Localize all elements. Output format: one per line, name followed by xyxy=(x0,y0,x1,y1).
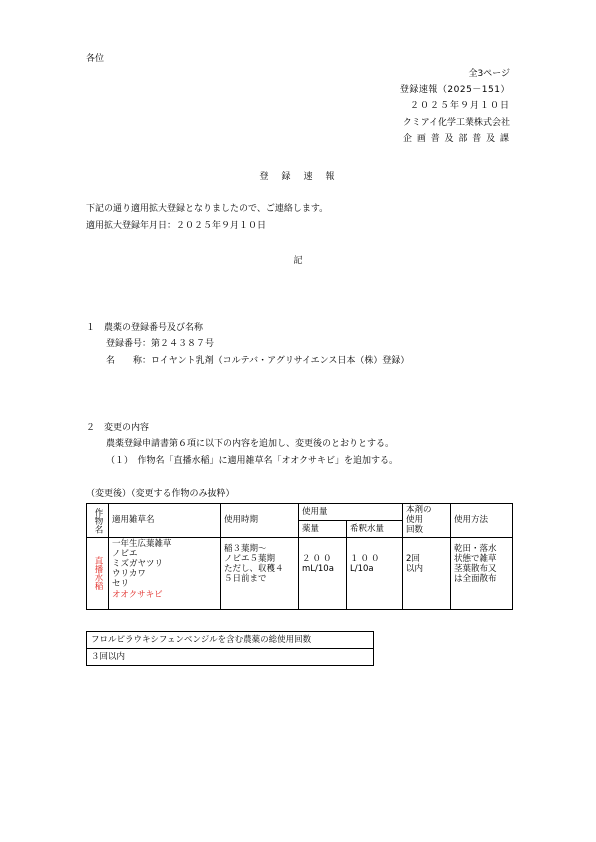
header-dose: 薬量 xyxy=(299,520,347,537)
count-cell: 2回 以内 xyxy=(403,537,451,609)
timing-cell: 稲３葉期～ ノビエ５葉期 ただし、収穫４ ５日前まで xyxy=(221,537,299,609)
registration-number: 登録番号：第２４３８７号 xyxy=(106,339,215,349)
page-count: 全3ページ xyxy=(468,69,510,79)
department-name: 企 画 普 及 部 普 及 課 xyxy=(402,134,510,144)
issue-date: ２０２５年９月１０日 xyxy=(409,101,510,111)
dose-cell: ２００ mL/10a xyxy=(299,537,347,609)
header-usage: 使用量 xyxy=(299,504,403,521)
section-2-line-1: 農薬登録申請書第６項に以下の内容を追加し、変更後のとおりとする。 xyxy=(106,439,395,449)
weed-item: ウリカワ xyxy=(112,569,146,580)
addressee: 各位 xyxy=(86,54,105,64)
registration-date-line: 適用拡大登録年月日：２０２５年９月１０日 xyxy=(86,221,267,231)
header-count: 本剤の 使用 回数 xyxy=(403,504,451,538)
weed-cell xyxy=(109,537,221,609)
intro-line-1: 下記の通り適用拡大登録となりましたので、ご連絡します。 xyxy=(86,204,329,214)
section-1-heading: １ 農薬の登録番号及び名称 xyxy=(86,323,204,333)
weed-item: セリ xyxy=(112,579,130,590)
weed-item: ノビエ xyxy=(112,548,138,559)
total-usage-table xyxy=(86,631,374,666)
section-2-heading: ２ 変更の内容 xyxy=(86,423,150,433)
bulletin-number: 登録速報（2025－151） xyxy=(399,85,510,95)
company-name: クミアイ化学工業株式会社 xyxy=(402,118,510,128)
application-table xyxy=(86,503,513,610)
water-cell: １００ L/10a xyxy=(347,537,403,609)
header-weed: 適用雑草名 xyxy=(109,504,221,538)
weed-item: ミズガヤツリ xyxy=(112,558,164,569)
product-name: 名 称：ロイヤント乳剤（コルテバ・アグリサイエンス日本（株）登録） xyxy=(106,356,410,366)
total-usage-header: フロルピラウキシフェンベンジルを含む農薬の総使用回数 xyxy=(87,632,374,649)
header-water: 希釈水量 xyxy=(347,520,403,537)
ki-mark: 記 xyxy=(293,256,303,266)
crop-cell: 直播水稲 xyxy=(87,537,109,609)
header-method: 使用方法 xyxy=(451,504,513,538)
table-caption: （変更後）（変更する作物のみ抜粋） xyxy=(86,489,235,499)
method-cell: 乾田・落水 状態で雑草 茎葉散布又 は全面散布 xyxy=(451,537,513,609)
weed-item-added: オオクサキビ xyxy=(112,589,163,600)
section-2-line-2: （１） 作物名「直播水稲」に適用雑草名「オオクサキビ」を追加する。 xyxy=(106,456,399,466)
weed-item: 一年生広葉雑草 xyxy=(112,538,172,549)
header-timing: 使用時期 xyxy=(221,504,299,538)
total-usage-value: ３回以内 xyxy=(87,649,374,666)
document-title: 登 録 速 報 xyxy=(259,172,337,182)
header-crop: 作物名 xyxy=(87,504,109,538)
